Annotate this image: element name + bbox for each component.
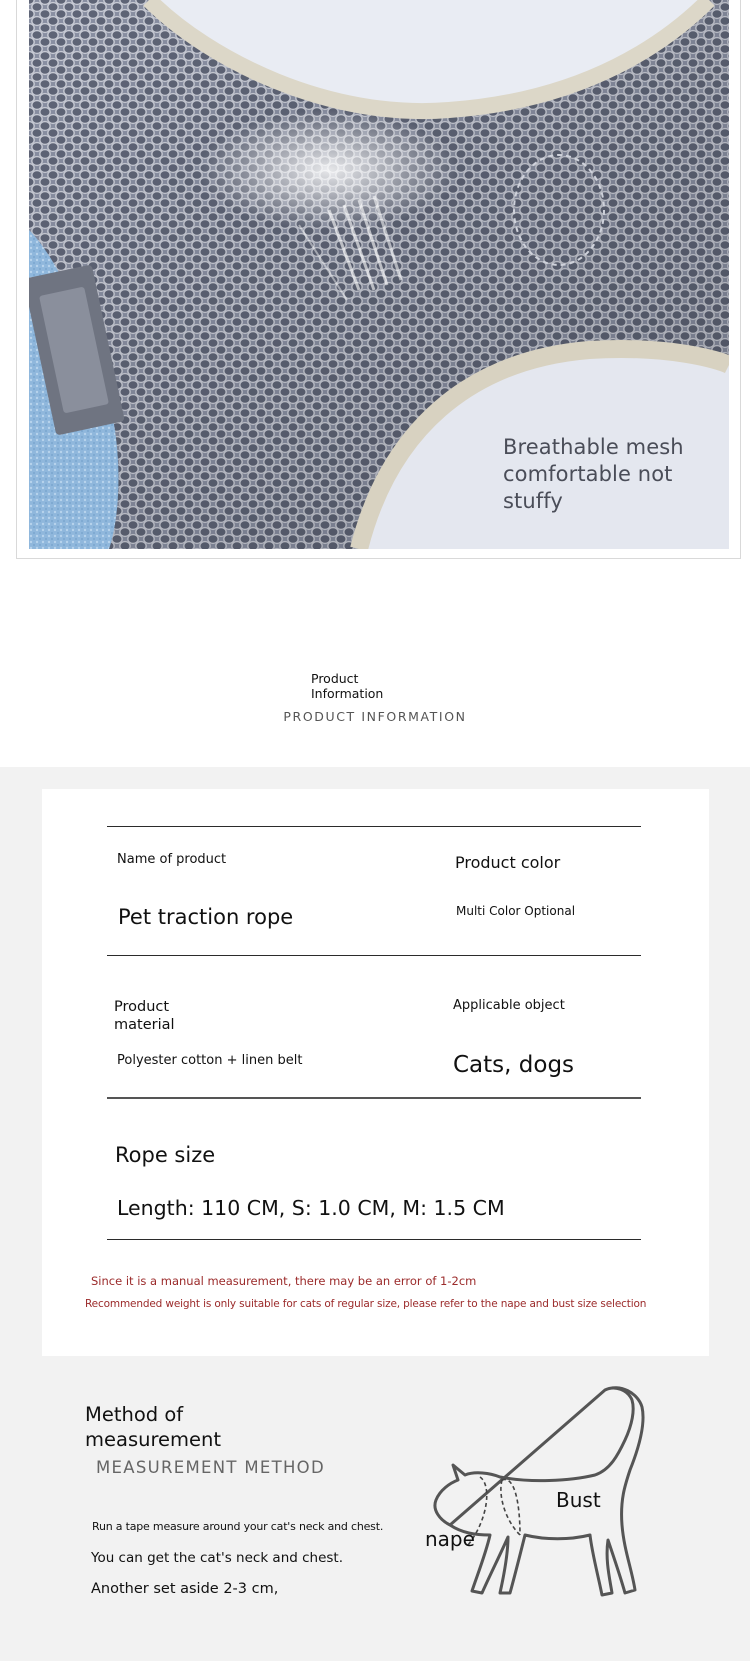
product-color-label: Product color xyxy=(455,853,561,872)
applicable-object-value: Cats, dogs xyxy=(453,1052,575,1078)
rope-size-label: Rope size xyxy=(115,1143,216,1167)
bust-label: Bust xyxy=(556,1488,601,1512)
cat-outline-diagram xyxy=(420,1385,670,1605)
product-photo-frame xyxy=(16,0,741,559)
product-material-label: Product material xyxy=(114,999,175,1033)
product-info-card xyxy=(42,789,709,1356)
measurement-method-title: Method of measurement xyxy=(85,1403,222,1451)
table-divider xyxy=(107,826,641,827)
product-name-label: Name of product xyxy=(117,852,227,867)
table-divider xyxy=(107,1239,641,1240)
product-material-value: Polyester cotton + linen belt xyxy=(117,1053,303,1068)
product-color-value: Multi Color Optional xyxy=(456,904,576,918)
measurement-step: You can get the cat's neck and chest. xyxy=(91,1550,344,1566)
measurement-method-subtitle: MEASUREMENT METHOD xyxy=(96,1458,325,1477)
hero-caption: Breathable mesh comfortable not stuffy xyxy=(503,435,684,513)
measurement-error-note: Since it is a manual measurement, there may be an error of 1-2cm xyxy=(91,1274,477,1288)
product-information-title: Product Information xyxy=(311,671,384,701)
product-name-value: Pet traction rope xyxy=(118,905,294,929)
mesh-harness-photo xyxy=(29,0,729,549)
table-divider xyxy=(107,1097,641,1099)
applicable-object-label: Applicable object xyxy=(453,998,565,1013)
size-selection-note: Recommended weight is only suitable for cats of regular size, please refer to the nape and bust size selection xyxy=(85,1298,647,1310)
table-divider xyxy=(107,955,641,956)
measurement-step: Run a tape measure around your cat's neck and chest. xyxy=(92,1520,384,1533)
measurement-step: Another set aside 2-3 cm, xyxy=(91,1581,279,1597)
product-information-subtitle: PRODUCT INFORMATION xyxy=(283,709,467,724)
nape-label: nape xyxy=(425,1527,475,1551)
rope-size-value: Length: 110 CM, S: 1.0 CM, M: 1.5 CM xyxy=(117,1196,505,1220)
